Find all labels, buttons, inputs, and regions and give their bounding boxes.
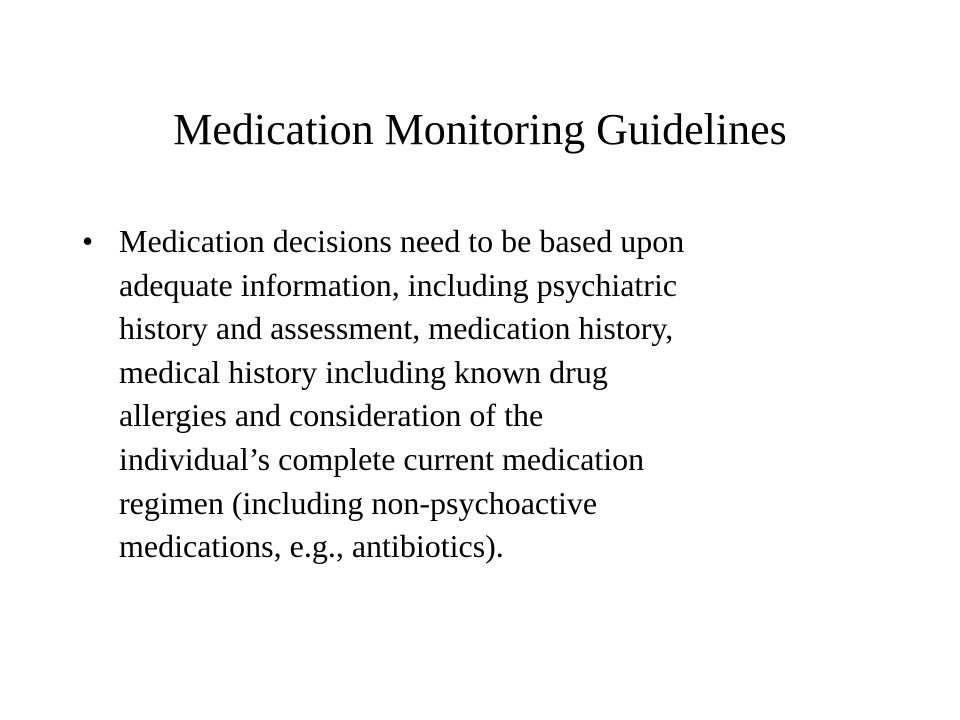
bullet-text-line: adequate information, including psychiatric [119,266,678,303]
bullet-text [119,220,684,569]
bullet-text-line: medical history including known drug [119,353,608,390]
bullet-text-line: individual’s complete current medication [119,440,645,477]
bullet-text-line: history and assessment, medication history, [119,310,674,347]
bullet-text-line: Medication decisions need to be based upon [119,223,685,259]
bullet-text-line: regimen (including non-psychoactive [119,484,598,521]
bullet-text-line: allergies and consideration of the [119,397,544,434]
bullet-marker-icon: • [82,223,94,259]
slide-title: Medication Monitoring Guidelines [173,105,787,154]
bullet-text-line: medications, e.g., antibiotics). [119,528,504,565]
